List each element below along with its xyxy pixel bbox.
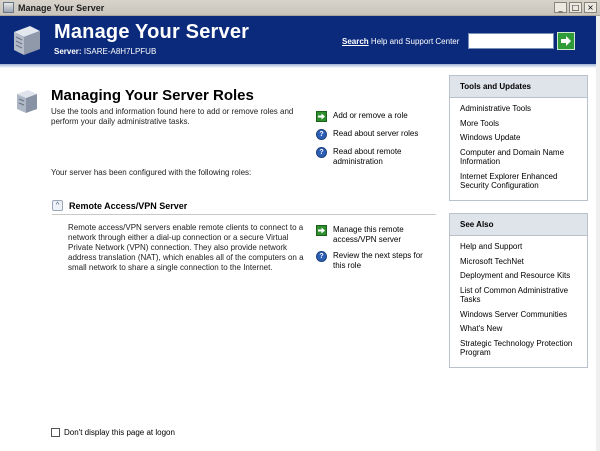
server-label: Server: — [54, 47, 82, 56]
window-title: Manage Your Server — [18, 2, 105, 13]
search-go-button[interactable] — [557, 32, 575, 50]
read-remote-admin-link[interactable] — [316, 147, 416, 167]
see-also-item-deployment-kits[interactable]: Deployment and Resource Kits — [460, 271, 571, 280]
review-next-steps-link[interactable] — [316, 251, 434, 271]
tools-item-ie-enhanced-security[interactable]: Internet Explorer Enhanced Security Configuration — [460, 171, 558, 190]
minimize-button[interactable]: _ — [554, 2, 567, 13]
page-title: Manage Your Server — [54, 21, 250, 43]
server-logo-icon — [8, 22, 44, 58]
server-roles-icon — [14, 87, 40, 115]
window-title-bar[interactable] — [0, 0, 600, 16]
close-button[interactable]: × — [584, 2, 597, 13]
tools-updates-list — [450, 98, 587, 200]
help-icon: ? — [316, 129, 327, 140]
section-description: Use the tools and information found here to add or remove roles and perform your daily administrative tasks. — [51, 107, 294, 126]
role-title: Remote Access/VPN Server — [69, 200, 188, 211]
page-header — [0, 16, 600, 64]
search-input[interactable] — [468, 33, 554, 49]
tools-item-windows-update[interactable]: Windows Update — [460, 133, 521, 142]
see-also-header: See Also — [450, 214, 587, 236]
review-next-steps-label: Review the next steps for this role — [333, 251, 423, 270]
add-remove-role-link[interactable] — [316, 111, 441, 122]
manage-vpn-server-label: Manage this remote access/VPN server — [333, 225, 404, 244]
see-also-panel — [449, 213, 588, 368]
role-divider — [52, 214, 436, 215]
window-controls — [554, 2, 597, 13]
tools-updates-panel — [449, 75, 588, 201]
window-right-edge — [596, 16, 600, 451]
see-also-item-help-support[interactable]: Help and Support — [460, 242, 523, 251]
tools-item-more-tools[interactable]: More Tools — [460, 118, 499, 128]
section-title: Managing Your Server Roles — [51, 87, 254, 104]
tools-item-administrative-tools[interactable]: Administrative Tools — [460, 104, 531, 113]
help-icon: ? — [316, 147, 327, 158]
server-app-icon — [3, 2, 14, 13]
role-description: Remote access/VPN servers enable remote clients to connect to a network through either a dial-up connection or a secure Virtual Private Network (VPN) connection. They also provide network address translation (NAT), which enables all of the computers on a small network to share a single connection to the Internet. — [68, 223, 304, 272]
see-also-item-common-admin-tasks[interactable]: List of Common Administrative Tasks — [460, 285, 569, 304]
see-also-list — [450, 236, 587, 367]
dont-display-checkbox[interactable] — [51, 428, 60, 437]
green-arrow-icon — [316, 225, 327, 236]
see-also-item-whats-new[interactable]: What's New — [460, 324, 503, 333]
read-server-roles-link[interactable] — [316, 129, 441, 140]
configured-roles-text: Your server has been configured with the following roles: — [51, 168, 252, 177]
help-icon: ? — [316, 251, 327, 262]
header-shadow — [0, 64, 600, 68]
go-arrow-icon — [558, 33, 574, 49]
add-remove-role-label: Add or remove a role — [333, 111, 408, 120]
server-name: ISARE-A8H7LPFUB — [83, 47, 157, 56]
tools-updates-header: Tools and Updates — [450, 76, 587, 98]
see-also-item-technet[interactable]: Microsoft TechNet — [460, 256, 524, 266]
role-header[interactable] — [52, 200, 187, 211]
tools-item-computer-domain-name[interactable]: Computer and Domain Name Information — [460, 147, 565, 166]
collapse-chevron-icon[interactable]: ^ — [52, 200, 63, 211]
maximize-button[interactable]: □ — [569, 2, 582, 13]
dont-display-option[interactable] — [51, 428, 175, 437]
see-also-item-server-communities[interactable]: Windows Server Communities — [460, 309, 568, 319]
search-label-text: Help and Support Center — [368, 37, 460, 46]
dont-display-label: Don't display this page at logon — [64, 428, 175, 437]
search-label — [342, 37, 459, 46]
manage-vpn-server-link[interactable] — [316, 225, 426, 245]
read-remote-admin-label: Read about remote administration — [333, 147, 402, 166]
see-also-item-strategic-protection[interactable]: Strategic Technology Protection Program — [460, 338, 573, 357]
green-arrow-icon — [316, 111, 327, 122]
server-info — [54, 47, 156, 56]
search-label-accesskey: Search — [342, 37, 369, 46]
read-server-roles-label: Read about server roles — [333, 129, 419, 138]
